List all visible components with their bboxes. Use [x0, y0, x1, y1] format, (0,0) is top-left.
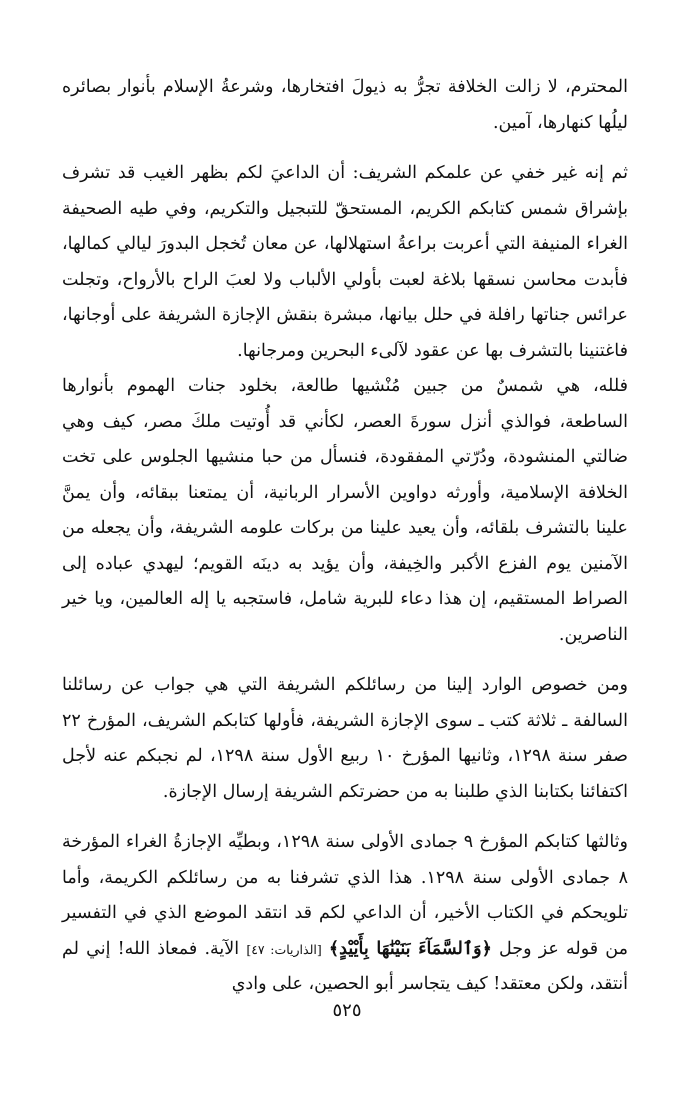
verse-citation: [الذاريات: ٤٧]: [246, 941, 322, 957]
paragraph-1: المحترم، لا زالت الخلافة تجرُّ به ذيولَ افتخارها، وشرعةُ الإسلام بأنوار بصائره ليلُها كنهارها، آمين.: [62, 77, 628, 133]
page-number: ٥٢٥: [332, 1000, 362, 1021]
quran-verse: ﴿وَٱلسَّمَآءَ بَنَيْنَٰهَا بِأَيْيْدٍ﴾: [328, 938, 492, 959]
paragraph-2: ثم إنه غير خفي عن علمكم الشريف: أن الداعيَ لكم بظهر الغيب قد تشرف بإشراق شمس كتابكم الكريم، المستحقّ للتبجيل والتكريم، وفي طيه الصحيفة الغراء المنيفة التي أعربت براعةُ استهلالها، عن معان تُخجل البدورَ ليالي كمالها، فأبدت محاسن نسقها بلاغة لعبت بأولي الألباب ولا لعبَ الراح بالأرواح، وتجلت عرائس جناتها رافلة في حلل بيانها، مبشرة بنقش الإجازة الشريفة على أوجانها، فاغتنينا بالتشرف بها عن عقود لآلىء البحرين ومرجانها.: [62, 163, 628, 361]
paragraph-5-text-after-verse: الآية. فمعاذ الله! إني لم أنتقد، ولكن معتقد! كيف يتجاسر أبو الحصين، على وادي: [62, 938, 628, 994]
paragraph-3: فلله، هي شمسٌ من جبين مُنْشيها طالعة، بخلود جنات الهموم بأنوارها الساطعة، فوالذي أنزل سورةَ العصر، لكأني قد أُوتيت ملكَ مصر، كيف وهي ضالتي المنشودة، ودُرّتي المفقودة، فنسأل من حبا منشيها الجلوس على تخت الخلافة الإسلامية، وأورثه دواوين الأسرار الربانية، أن يمتعنا ببقائه، وأن يمنَّ علينا بالتشرف بلقائه، وأن يعيد علينا من بركات علومه الشريفة، وأن يجعله من الآمنين يوم الفزع الأكبر والخِيفة، وأن يؤيد به دينَه القويم؛ ليهدي عباده إلى الصراط المستقيم، إن هذا دعاء للبرية شامل، فاستجبه يا إله العالمين، ويا خير الناصرين.: [62, 376, 628, 645]
paragraph-5: [62, 825, 628, 1003]
page-body: [62, 70, 628, 1003]
paragraph-4: ومن خصوص الوارد إلينا من رسائلكم الشريفة التي هي جواب عن رسائلنا السالفة ـ ثلاثة كتب ـ سوى الإجازة الشريفة، فأولها كتابكم الشريف، المؤرخ ٢٢ صفر سنة ١٢٩٨، وثانيها المؤرخ ١٠ ربيع الأول سنة ١٢٩٨، لم نجبكم عنه لأجل اكتفائنا بكتابنا الذي طلبنا به من حضرتكم الشريفة إرسال الإجازة.: [62, 675, 628, 802]
paragraph-5-text-before-verse: وثالثها كتابكم المؤرخ ٩ جمادى الأولى سنة ١٢٩٨، وبطيِّه الإجازةُ الغراء المؤرخة ٨ جمادى الأولى سنة ١٢٩٨. هذا الذي تشرفنا به من رسائلكم الكريمة، وأما تلويحكم في الكتاب الأخير، أن الداعي لكم قد انتقد الموضع الذي في التفسير من قوله عز وجل: [62, 832, 629, 959]
